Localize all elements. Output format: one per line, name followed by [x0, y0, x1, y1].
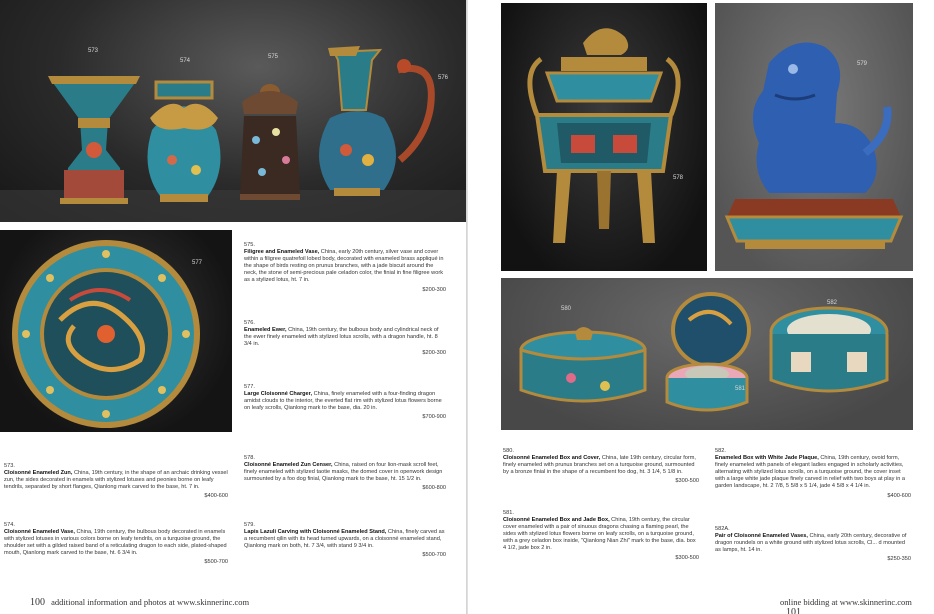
- lot-579: [244, 522, 446, 559]
- image-label-574: 574: [180, 58, 191, 64]
- lot-573: [4, 463, 228, 500]
- footer-link-left[interactable]: additional information and photos at www.skinnerinc.com: [51, 597, 250, 607]
- boxes-illustration: [501, 278, 913, 430]
- ewer-illustration: [319, 46, 431, 196]
- image-label-573: 573: [88, 48, 99, 54]
- lot-estimate: $200-300: [422, 350, 446, 357]
- lot-title: Enameled Ewer,: [244, 327, 287, 334]
- filigree-vase-illustration: [240, 84, 300, 200]
- page-number-right: 101: [786, 607, 801, 614]
- photo-boxes-580-582[interactable]: [501, 278, 913, 430]
- lot-number: 580.: [503, 448, 514, 454]
- lot-number: 581.: [503, 510, 514, 516]
- photo-vessels-573-576[interactable]: [0, 0, 466, 222]
- lot-description: China, finely enameled with a four-finding dragon amidst clouds to the interior, the everted flat rim with stylized lotus flowers borne on leafy scrolls, Qianlong mark to the base, dia. 20 in.: [244, 391, 442, 412]
- lot-title: Pair of Cloisonné Enameled Vases,: [715, 533, 808, 540]
- qilin-illustration: [715, 3, 913, 271]
- lot-title: Enameled Box with White Jade Plaque,: [715, 455, 819, 462]
- photo-censer-578[interactable]: [501, 3, 707, 271]
- lot-577: [244, 384, 446, 421]
- lot-number: 575.: [244, 242, 255, 248]
- lot-582: [715, 448, 911, 500]
- lot-number: 582.: [715, 448, 726, 454]
- vessels-illustration: [0, 0, 466, 222]
- lot-575: [244, 242, 446, 294]
- lot-estimate: $300-500: [675, 554, 699, 561]
- lot-582a: [715, 526, 911, 563]
- lot-estimate: $250-350: [887, 556, 911, 563]
- lot-description: China, 19th century, the circular cover enameled with a pair of sinuous dragons chasing a flaming pearl, the sides with stylized lotus flowers borne on leafy scrolls, on a turquoise ground, with a grey celadon box inside, "Qianlong Nian Zhi" mark to the base, dia. box 4 1/2, jade box 2 in.: [503, 517, 696, 552]
- lot-estimate: $500-700: [422, 552, 446, 559]
- lot-description: China, 19th century, the bulbous body and cylindrical neck of the ewer finely enameled with stylized lotus scrolls, with a dragon handle, ht. 8 3/4 in.: [244, 327, 439, 348]
- lot-estimate: $700-900: [422, 414, 446, 421]
- lot-number: 582A.: [715, 526, 730, 532]
- lot-title: Cloisonné Enameled Box and Cover,: [503, 455, 601, 462]
- lot-578: [244, 455, 446, 492]
- lot-number: 576.: [244, 320, 255, 326]
- bulbous-vase-illustration: [148, 82, 221, 202]
- lot-description: China, finely carved as a recumbent qilin with its head turned upwards, on a cloisonné enameled stand, Qianlong mark on both, ht. 7 3/4, with stand 9 3/4 in.: [244, 529, 445, 550]
- lot-number: 574.: [4, 522, 15, 528]
- lot-574: [4, 522, 228, 567]
- lot-estimate: $500-700: [204, 559, 228, 566]
- lot-description: China, 19th century, ovoid form, finely enameled with panels of elegant ladies engaged in scholarly activities, alternating with stylized lotus scrolls, on a turquoise ground, the cover inset with a large white jade plaque finely carved in relief with two boys at play in a garden landscape, ht. 2 7/8, 5 5/8 x 5 1/4, jade 4 5/8 x 4 1/4 in.: [715, 455, 905, 490]
- censer-illustration: [501, 3, 707, 271]
- right-footer: [780, 597, 934, 614]
- image-label-579: 579: [857, 61, 868, 67]
- left-page: [0, 0, 466, 614]
- image-label-576: 576: [438, 75, 449, 81]
- lot-title: Large Cloisonné Charger,: [244, 391, 313, 398]
- lot-title: Cloisonné Enameled Zun,: [4, 470, 73, 477]
- right-page: [468, 0, 934, 614]
- lot-number: 577.: [244, 384, 255, 390]
- image-label-578: 578: [673, 175, 684, 181]
- lot-estimate: $200-300: [422, 286, 446, 293]
- lot-number: 573.: [4, 463, 15, 469]
- lot-number: 579.: [244, 522, 255, 528]
- zun-vase-illustration: [48, 76, 140, 204]
- lot-description: China, early 20th century, decorative of dragon roundels on a white ground with stylized lotus scrolls, Cl... d mounted as lamps, ht. 14 in.: [715, 533, 907, 554]
- lot-description: China, early 20th century, silver vase and cover within a filigree quatrefoil lobed body, decorated with enameled brass appliqué in the shape of birds resting on prunus branches, with a jade biscuit around the neck, the stone of semi-precious pale celadon color, the finial in fine filigree work as a stylized lotus, ht. 7 in.: [244, 249, 444, 284]
- lot-estimate: $400-600: [887, 492, 911, 499]
- lot-description: China, 19th century, the bulbous body decorated in enamels with stylized lotuses in various colors borne on leafy tendrils, on a turquoise ground, the shoulder set with a gilded raised band of a reticulating dragon to each side, plated-shaped mouth, Qianlong mark carved to the base, ht. 6 3/4 in.: [4, 529, 227, 557]
- lot-estimate: $400-600: [204, 493, 228, 500]
- image-label-577: 577: [192, 260, 203, 266]
- image-label-581: 581: [735, 386, 746, 392]
- image-label-575: 575: [268, 54, 279, 60]
- lot-576: [244, 320, 446, 357]
- page-number-left: 100: [30, 597, 45, 608]
- image-label-580: 580: [561, 306, 572, 312]
- lot-581: [503, 510, 699, 562]
- image-label-582: 582: [827, 300, 838, 306]
- lot-description: China, late 19th century, circular form, finely enameled with prunus branches set on a turquoise ground, surmounted by a bronze finial in the shape of a recumbent foo dog, ht. 3 1/4, 5 1/8 in.: [503, 455, 696, 476]
- photo-charger-577[interactable]: [0, 230, 232, 432]
- footer-link-right[interactable]: online bidding at www.skinnerinc.com: [780, 597, 912, 607]
- lot-description: China, 19th century, in the shape of an archaic drinking vessel zun, the sides decorated in enamels with stylized lotuses and peonies borne on leafy tendrils, separated by short flanges, Qianlong mark carved to the base, ht. 7 in.: [4, 470, 228, 491]
- lot-580: [503, 448, 699, 485]
- lot-description: China, raised on four lion-mask scroll feet, finely enameled with stylized taotie masks, the domed cover in openwork design surmounted by a foo dog finial, Qianlong mark to the base, ht. 15 1/2 in.: [244, 462, 443, 483]
- lot-number: 578.: [244, 455, 255, 461]
- lot-estimate: $300-500: [675, 478, 699, 485]
- left-footer: [30, 597, 249, 608]
- lot-estimate: $600-800: [422, 485, 446, 492]
- photo-qilin-579[interactable]: [715, 3, 913, 271]
- lot-title: Filigree and Enameled Vase,: [244, 249, 320, 256]
- lot-title: Cloisonné Enameled Vase,: [4, 529, 75, 536]
- lot-title: Lapis Lazuli Carving with Cloisonné Enameled Stand,: [244, 529, 387, 536]
- lot-title: Cloisonné Enameled Zun Censer,: [244, 462, 333, 469]
- lot-title: Cloisonné Enameled Box and Jade Box,: [503, 517, 610, 524]
